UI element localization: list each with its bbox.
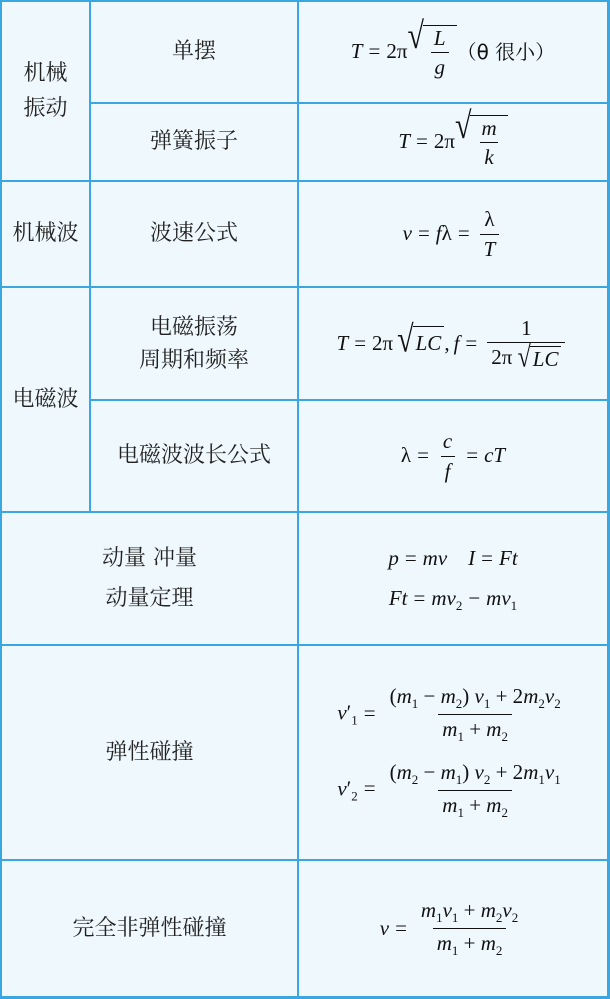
item-em-oscillation: 电磁振荡 周期和频率 [138,314,249,373]
category-mechanical-wave: 机械波 [12,221,79,247]
item-spring-oscillator: 弹簧振子 [149,129,238,155]
formula-em-oscillation: T = 2π √ LC , f = 1 2π √ LC [299,288,607,399]
item-em-wavelength: 电磁波波长公式 [116,443,271,469]
item-elastic-collision: 弹性碰撞 [105,739,194,765]
item-inelastic-collision: 完全非弹性碰撞 [72,915,227,941]
formula-em-wavelength: λ = $\frac{c}{f}$ = cT [400,429,506,483]
formula-inelastic: v = $\frac{m_1v_1 + m_2v_2}{m_1 + m_2}$ [379,897,519,959]
formula-momentum: p = mv I = Ft $Ft = mv_2 - mv_1$ [388,545,518,613]
category-electromagnetic-wave: 电磁波 [12,386,79,412]
item-momentum: 动量 冲量 动量定理 [102,545,197,611]
item-pendulum: 单摆 [171,39,216,65]
formula-spring: T = 2π √ $\frac{m}{k}$ [299,104,607,180]
formula-wave-speed: v = fλ = $\frac{\lambda}{T}$ [299,182,607,286]
item-wave-speed: 波速公式 [149,221,238,247]
formula-pendulum: T = 2π √ $\frac{L}{g}$ （θ 很小） [350,15,556,79]
formula-elastic: $v'_1$ = $\frac{(m_1 - m_2) v_1 + 2m_2v_2}{m_1 + m_2}$ $v'_2$ = $\frac{(m_2 - m_1) v_2 + 2m_1v_1}{m_1 + m_2}$ [337,684,561,820]
category-mechanical-vibration: 机械 振动 [23,60,68,121]
pendulum-note: （θ 很小） [456,40,556,64]
